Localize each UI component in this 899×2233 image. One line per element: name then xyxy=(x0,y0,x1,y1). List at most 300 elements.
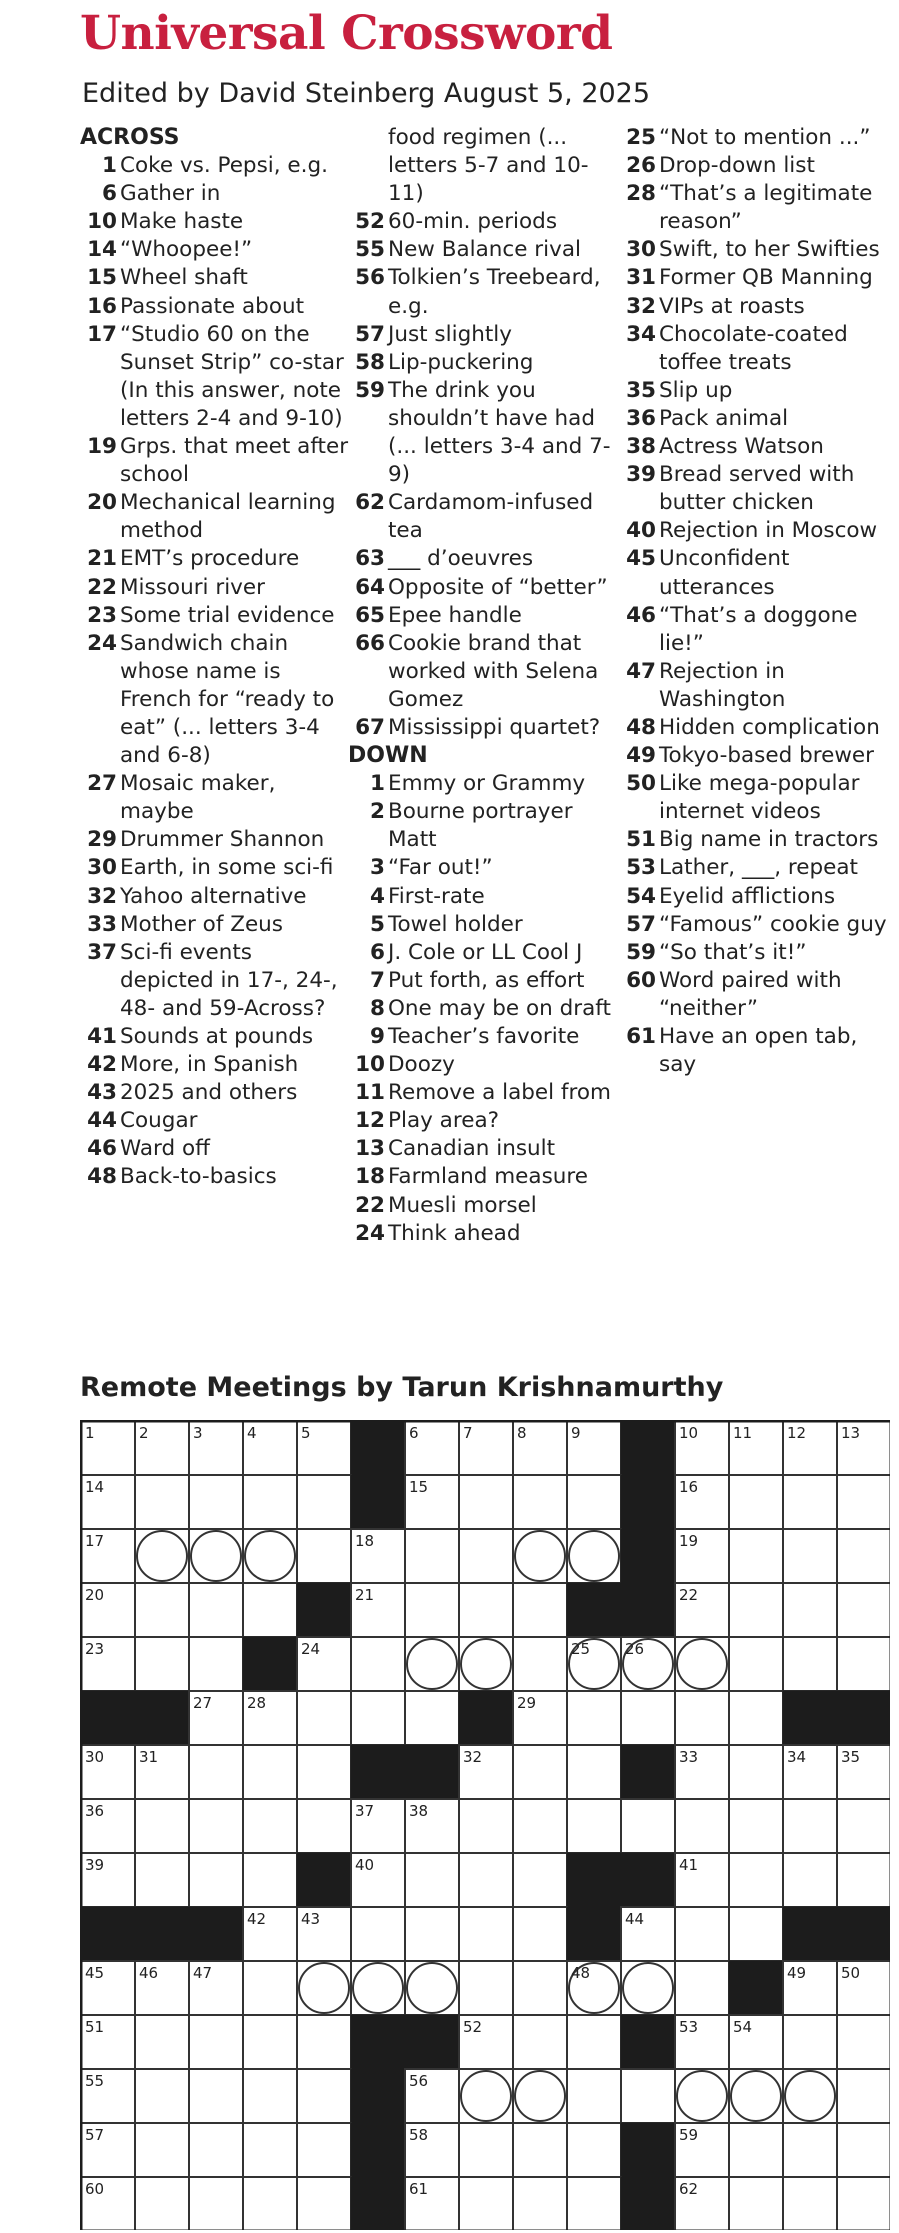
grid-cell[interactable] xyxy=(513,1907,567,1961)
cell-number: 24 xyxy=(301,1640,321,1658)
block-cell xyxy=(189,1907,243,1961)
clue-text: First-rate xyxy=(388,883,485,909)
grid-cell[interactable] xyxy=(459,1529,513,1583)
clue-item xyxy=(348,854,618,882)
grid-cell[interactable] xyxy=(783,2177,837,2230)
clue-number: 1 xyxy=(370,771,385,797)
clue-column-3 xyxy=(619,124,889,1079)
grid-cell[interactable] xyxy=(459,1475,513,1529)
grid-cell[interactable] xyxy=(729,1637,783,1691)
cell-number: 43 xyxy=(301,1910,321,1928)
clue-continuation: food regimen (... letters 5-7 and 10-11) xyxy=(388,125,589,207)
grid-cell[interactable] xyxy=(567,1691,621,1745)
grid-cell[interactable] xyxy=(135,1853,189,1907)
grid-cell[interactable] xyxy=(783,2123,837,2177)
grid-cell[interactable] xyxy=(189,2015,243,2069)
clue-number: 10 xyxy=(355,1052,385,1078)
clue-text: “Far out!” xyxy=(388,855,493,881)
cell-number: 52 xyxy=(463,2018,483,2036)
cell-number: 14 xyxy=(85,1478,105,1496)
clue-number: 53 xyxy=(626,855,656,881)
clue-text: Put forth, as effort xyxy=(388,967,585,993)
clue-text: “That’s a doggone lie!” xyxy=(659,602,858,656)
clue-number: 1 xyxy=(102,153,117,179)
grid-cell[interactable] xyxy=(189,2069,243,2123)
grid-cell[interactable] xyxy=(405,1907,459,1961)
clue-text: Rejection in Washington xyxy=(659,658,786,712)
cell-number: 3 xyxy=(193,1424,203,1442)
block-cell xyxy=(837,1907,890,1961)
clue-text: Back-to-basics xyxy=(120,1164,277,1190)
grid-cell[interactable] xyxy=(567,1745,621,1799)
clue-item xyxy=(619,826,889,854)
clue-item xyxy=(348,770,618,798)
grid-cell[interactable] xyxy=(729,2123,783,2177)
clue-text: “That’s a legitimate reason” xyxy=(659,181,873,235)
cell-number: 51 xyxy=(85,2018,105,2036)
clue-number: 16 xyxy=(87,293,117,319)
grid-cell[interactable] xyxy=(675,1961,729,2015)
clue-number: 55 xyxy=(355,237,385,263)
grid-cell[interactable] xyxy=(567,2177,621,2230)
grid-cell[interactable] xyxy=(567,1529,621,1583)
clue-item xyxy=(348,208,618,236)
clue-text: Chocolate-coated toffee treats xyxy=(659,321,848,375)
clue-text: Canadian insult xyxy=(388,1136,556,1162)
cell-number: 15 xyxy=(409,1478,429,1496)
grid-cell[interactable] xyxy=(405,1637,459,1691)
block-cell xyxy=(783,1907,837,1961)
clue-number: 32 xyxy=(87,883,117,909)
clue-item xyxy=(80,826,350,854)
grid-cell[interactable] xyxy=(189,1637,243,1691)
block-cell xyxy=(297,1853,351,1907)
crossword-grid[interactable] xyxy=(80,1420,890,2230)
clue-text: Grps. that meet after school xyxy=(120,434,349,488)
grid-cell[interactable] xyxy=(621,1961,675,2015)
clue-text: Drop-down list xyxy=(659,153,815,179)
grid-cell[interactable] xyxy=(783,1853,837,1907)
grid-cell[interactable] xyxy=(675,2069,729,2123)
clue-number: 32 xyxy=(626,293,656,319)
grid-cell[interactable] xyxy=(135,2123,189,2177)
clue-text: Unconfident utterances xyxy=(659,546,790,600)
grid-cell[interactable] xyxy=(513,1475,567,1529)
grid-cell[interactable] xyxy=(729,1745,783,1799)
grid-cell[interactable] xyxy=(135,1475,189,1529)
clue-number: 46 xyxy=(87,1136,117,1162)
clue-text: Cougar xyxy=(120,1108,198,1134)
clue-item xyxy=(619,602,889,658)
clue-number: 46 xyxy=(626,602,656,628)
grid-cell[interactable] xyxy=(297,1529,351,1583)
grid-cell[interactable] xyxy=(297,1691,351,1745)
grid-cell[interactable] xyxy=(675,1799,729,1853)
clue-text: Lather, ___, repeat xyxy=(659,855,858,881)
grid-cell[interactable] xyxy=(675,1907,729,1961)
clue-number: 40 xyxy=(626,518,656,544)
grid-cell[interactable] xyxy=(621,1691,675,1745)
grid-cell[interactable] xyxy=(405,1961,459,2015)
cell-number: 12 xyxy=(787,1424,807,1442)
grid-cell[interactable] xyxy=(297,1745,351,1799)
cell-number: 17 xyxy=(85,1532,105,1550)
grid-cell[interactable] xyxy=(297,1961,351,2015)
cell-number: 44 xyxy=(625,1910,645,1928)
cell-number: 1 xyxy=(85,1424,95,1442)
clue-number: 2 xyxy=(370,799,385,825)
grid-cell[interactable] xyxy=(135,2015,189,2069)
grid-cell[interactable] xyxy=(405,1691,459,1745)
clue-text: New Balance rival xyxy=(388,237,581,263)
grid-cell[interactable] xyxy=(189,2177,243,2230)
clue-item xyxy=(348,574,618,602)
cell-number: 59 xyxy=(679,2126,699,2144)
grid-cell[interactable] xyxy=(459,1637,513,1691)
block-cell xyxy=(135,1907,189,1961)
grid-cell[interactable] xyxy=(297,1475,351,1529)
cell-number: 7 xyxy=(463,1424,473,1442)
grid-cell[interactable] xyxy=(405,1529,459,1583)
clue-text: Just slightly xyxy=(388,321,512,347)
cell-number: 5 xyxy=(301,1424,311,1442)
grid-cell[interactable] xyxy=(513,1583,567,1637)
grid-cell[interactable] xyxy=(243,2015,297,2069)
clue-text: Eyelid afflictions xyxy=(659,883,836,909)
grid-cell[interactable] xyxy=(567,1799,621,1853)
clue-item xyxy=(348,1220,618,1248)
grid-cell[interactable] xyxy=(837,1637,890,1691)
clue-item xyxy=(348,321,618,349)
clue-text: Mechanical learning method xyxy=(120,490,336,544)
clue-text: Slip up xyxy=(659,377,733,403)
clue-number: 36 xyxy=(626,405,656,431)
clue-item xyxy=(348,911,618,939)
block-cell xyxy=(567,1853,621,1907)
cell-number: 30 xyxy=(85,1748,105,1766)
clue-item xyxy=(80,1079,350,1107)
grid-cell[interactable] xyxy=(513,1961,567,2015)
grid-cell[interactable] xyxy=(135,1583,189,1637)
grid-cell[interactable] xyxy=(837,2123,890,2177)
clue-number: 66 xyxy=(355,630,385,656)
clue-number: 56 xyxy=(355,265,385,291)
grid-cell[interactable] xyxy=(675,1637,729,1691)
clue-item xyxy=(619,742,889,770)
clue-number: 33 xyxy=(87,911,117,937)
clue-text: Teacher’s favorite xyxy=(388,1024,580,1049)
cell-number: 26 xyxy=(625,1640,645,1658)
grid-cell[interactable] xyxy=(513,2123,567,2177)
grid-cell[interactable] xyxy=(567,1475,621,1529)
cell-number: 6 xyxy=(409,1424,419,1442)
grid-cell[interactable] xyxy=(567,2015,621,2069)
clue-number: 25 xyxy=(626,125,656,150)
grid-cell[interactable] xyxy=(837,2069,890,2123)
cell-number: 2 xyxy=(139,1424,149,1442)
clue-number: 42 xyxy=(87,1052,117,1078)
section-heading: ACROSS xyxy=(80,125,180,150)
clue-item xyxy=(80,1051,350,1079)
clue-number: 37 xyxy=(87,939,117,965)
clue-item xyxy=(80,883,350,911)
grid-cell[interactable] xyxy=(621,1799,675,1853)
block-cell xyxy=(81,1907,135,1961)
grid-cell[interactable] xyxy=(513,2015,567,2069)
clue-item xyxy=(348,1107,618,1135)
grid-cell[interactable] xyxy=(459,2177,513,2230)
clue-number: 18 xyxy=(355,1164,385,1190)
grid-cell[interactable] xyxy=(783,2015,837,2069)
clue-number: 17 xyxy=(87,321,117,347)
grid-cell[interactable] xyxy=(243,2123,297,2177)
grid-cell[interactable] xyxy=(729,2177,783,2230)
grid-cell[interactable] xyxy=(459,1799,513,1853)
clue-item xyxy=(348,236,618,264)
cell-number: 57 xyxy=(85,2126,105,2144)
grid-cell[interactable] xyxy=(783,1799,837,1853)
clue-text: Muesli morsel xyxy=(388,1192,537,1218)
grid-cell[interactable] xyxy=(837,1853,890,1907)
grid-cell[interactable] xyxy=(729,2069,783,2123)
grid-cell[interactable] xyxy=(243,1961,297,2015)
block-cell xyxy=(243,1637,297,1691)
grid-cell[interactable] xyxy=(783,1583,837,1637)
grid-cell[interactable] xyxy=(243,1583,297,1637)
block-cell xyxy=(135,1691,189,1745)
clue-item xyxy=(348,967,618,995)
grid-cell[interactable] xyxy=(783,1637,837,1691)
grid-cell[interactable] xyxy=(135,1799,189,1853)
clue-number: 51 xyxy=(626,827,656,853)
grid-cell[interactable] xyxy=(837,2015,890,2069)
grid-cell[interactable] xyxy=(243,2069,297,2123)
page-title: Universal Crossword xyxy=(80,6,613,61)
clue-item xyxy=(80,911,350,939)
clue-item xyxy=(348,798,618,854)
cell-number: 21 xyxy=(355,1586,375,1604)
grid-cell[interactable] xyxy=(297,1799,351,1853)
clue-number: 21 xyxy=(87,546,117,572)
clue-item xyxy=(348,714,618,742)
grid-cell[interactable] xyxy=(729,1799,783,1853)
grid-cell[interactable] xyxy=(243,1475,297,1529)
grid-cell[interactable] xyxy=(513,1637,567,1691)
grid-cell[interactable] xyxy=(459,1961,513,2015)
clue-number: 67 xyxy=(355,714,385,740)
clue-text: Mosaic maker, maybe xyxy=(120,771,276,825)
grid-cell[interactable] xyxy=(567,2123,621,2177)
clue-text: Some trial evidence xyxy=(120,602,335,628)
clue-number: 13 xyxy=(355,1136,385,1162)
grid-cell[interactable] xyxy=(459,1907,513,1961)
grid-cell[interactable] xyxy=(783,1529,837,1583)
clue-text: J. Cole or LL Cool J xyxy=(388,939,583,965)
grid-cell[interactable] xyxy=(783,2069,837,2123)
clue-item xyxy=(348,545,618,573)
clue-item xyxy=(80,574,350,602)
grid-cell[interactable] xyxy=(837,1529,890,1583)
clue-item xyxy=(619,293,889,321)
block-cell xyxy=(351,2069,405,2123)
block-cell xyxy=(405,2015,459,2069)
clue-number: 35 xyxy=(626,377,656,403)
editor-date-line: Edited by David Steinberg August 5, 2025 xyxy=(82,78,651,109)
grid-cell[interactable] xyxy=(621,2069,675,2123)
clue-text: Bread served with butter chicken xyxy=(659,462,855,516)
cell-number: 25 xyxy=(571,1640,591,1658)
cell-number: 62 xyxy=(679,2180,699,2198)
clue-number: 60 xyxy=(626,967,656,993)
clue-item xyxy=(80,770,350,826)
grid-cell[interactable] xyxy=(459,1583,513,1637)
clue-item xyxy=(348,602,618,630)
grid-cell[interactable] xyxy=(513,2069,567,2123)
clue-number: 11 xyxy=(355,1080,385,1106)
cell-number: 34 xyxy=(787,1748,807,1766)
clue-item xyxy=(348,377,618,489)
grid-cell[interactable] xyxy=(135,2069,189,2123)
grid-cell[interactable] xyxy=(351,1907,405,1961)
clue-number: 52 xyxy=(355,209,385,235)
grid-cell[interactable] xyxy=(729,1583,783,1637)
grid-cell[interactable] xyxy=(351,1637,405,1691)
cell-number: 37 xyxy=(355,1802,375,1820)
block-cell xyxy=(459,1691,513,1745)
grid-cell[interactable] xyxy=(243,2177,297,2230)
grid-cell[interactable] xyxy=(189,1475,243,1529)
grid-cell[interactable] xyxy=(189,2123,243,2177)
grid-cell[interactable] xyxy=(135,2177,189,2230)
clue-number: 26 xyxy=(626,153,656,179)
block-cell xyxy=(729,1961,783,2015)
grid-cell[interactable] xyxy=(513,2177,567,2230)
block-cell xyxy=(621,1583,675,1637)
cell-number: 18 xyxy=(355,1532,375,1550)
clue-text: “Studio 60 on the Sunset Strip” co-star (In this answer, note letters 2-4 and 9-10) xyxy=(120,321,344,431)
grid-cell[interactable] xyxy=(351,1961,405,2015)
grid-cell[interactable] xyxy=(297,2015,351,2069)
clue-item xyxy=(619,967,889,1023)
clue-number: 59 xyxy=(626,939,656,965)
grid-cell[interactable] xyxy=(837,1475,890,1529)
block-cell xyxy=(621,2015,675,2069)
grid-cell[interactable] xyxy=(729,1691,783,1745)
clue-text: Drummer Shannon xyxy=(120,827,325,853)
grid-cell[interactable] xyxy=(513,1745,567,1799)
clue-number: 30 xyxy=(626,237,656,263)
clue-number: 57 xyxy=(626,911,656,937)
grid-cell[interactable] xyxy=(837,2177,890,2230)
grid-cell[interactable] xyxy=(189,1529,243,1583)
grid-cell[interactable] xyxy=(459,1853,513,1907)
grid-cell[interactable] xyxy=(729,1475,783,1529)
grid-cell[interactable] xyxy=(729,1907,783,1961)
grid-cell[interactable] xyxy=(297,2123,351,2177)
grid-cell[interactable] xyxy=(297,2177,351,2230)
clue-item xyxy=(619,236,889,264)
grid-cell[interactable] xyxy=(243,1529,297,1583)
clue-item xyxy=(80,854,350,882)
clue-text: Cardamom-infused tea xyxy=(388,490,594,544)
clue-item xyxy=(619,658,889,714)
clue-text: The drink you shouldn’t have had (... letters 3-4 and 7-9) xyxy=(388,377,611,488)
grid-cell[interactable] xyxy=(135,1637,189,1691)
grid-cell[interactable] xyxy=(459,2123,513,2177)
clue-text: Mississippi quartet? xyxy=(388,714,601,740)
grid-cell[interactable] xyxy=(243,1853,297,1907)
clue-number: 3 xyxy=(370,855,385,881)
clue-item xyxy=(619,377,889,405)
clue-text: Have an open tab, say xyxy=(659,1024,858,1078)
grid-cell[interactable] xyxy=(783,1475,837,1529)
clue-text: Mother of Zeus xyxy=(120,911,284,937)
grid-cell[interactable] xyxy=(243,1799,297,1853)
grid-cell[interactable] xyxy=(297,2069,351,2123)
clue-item xyxy=(348,349,618,377)
cell-number: 8 xyxy=(517,1424,527,1442)
clue-number: 34 xyxy=(626,321,656,347)
grid-cell[interactable] xyxy=(243,1745,297,1799)
grid-cell[interactable] xyxy=(189,1583,243,1637)
clue-text: Former QB Manning xyxy=(659,265,873,291)
grid-cell[interactable] xyxy=(837,1583,890,1637)
clue-item xyxy=(619,264,889,292)
clue-item xyxy=(348,1079,618,1107)
clue-item xyxy=(348,883,618,911)
clue-item xyxy=(348,939,618,967)
block-cell xyxy=(621,1475,675,1529)
grid-cell[interactable] xyxy=(189,1853,243,1907)
clue-item xyxy=(80,1107,350,1135)
grid-cell[interactable] xyxy=(459,2069,513,2123)
cell-number: 38 xyxy=(409,1802,429,1820)
cell-number: 41 xyxy=(679,1856,699,1874)
grid-cell[interactable] xyxy=(729,1529,783,1583)
grid-cell[interactable] xyxy=(189,1745,243,1799)
grid-cell[interactable] xyxy=(189,1799,243,1853)
clue-number: 9 xyxy=(370,1024,385,1049)
grid-cell[interactable] xyxy=(405,1853,459,1907)
clue-number: 50 xyxy=(626,771,656,797)
clue-number: 15 xyxy=(87,265,117,291)
clue-item xyxy=(619,911,889,939)
clue-number: 62 xyxy=(355,490,385,516)
grid-cell[interactable] xyxy=(405,1583,459,1637)
grid-cell[interactable] xyxy=(513,1529,567,1583)
clue-item xyxy=(619,854,889,882)
block-cell xyxy=(351,1475,405,1529)
block-cell xyxy=(351,2015,405,2069)
cell-number: 42 xyxy=(247,1910,267,1928)
clue-number: 24 xyxy=(355,1220,385,1246)
clue-number: 65 xyxy=(355,602,385,628)
grid-cell[interactable] xyxy=(513,1799,567,1853)
clue-text: Sandwich chain whose name is French for “ready to eat” (... letters 3-4 and 6-8) xyxy=(120,630,335,769)
grid-cell[interactable] xyxy=(135,1529,189,1583)
grid-cell[interactable] xyxy=(729,1853,783,1907)
grid-cell[interactable] xyxy=(513,1853,567,1907)
grid-cell[interactable] xyxy=(675,1691,729,1745)
grid-cell[interactable] xyxy=(351,1691,405,1745)
block-cell xyxy=(621,2177,675,2230)
grid-cell[interactable] xyxy=(567,2069,621,2123)
block-cell xyxy=(351,2177,405,2230)
clue-text: More, in Spanish xyxy=(120,1052,299,1078)
grid-cell[interactable] xyxy=(837,1799,890,1853)
clue-item xyxy=(348,995,618,1023)
cell-number: 19 xyxy=(679,1532,699,1550)
